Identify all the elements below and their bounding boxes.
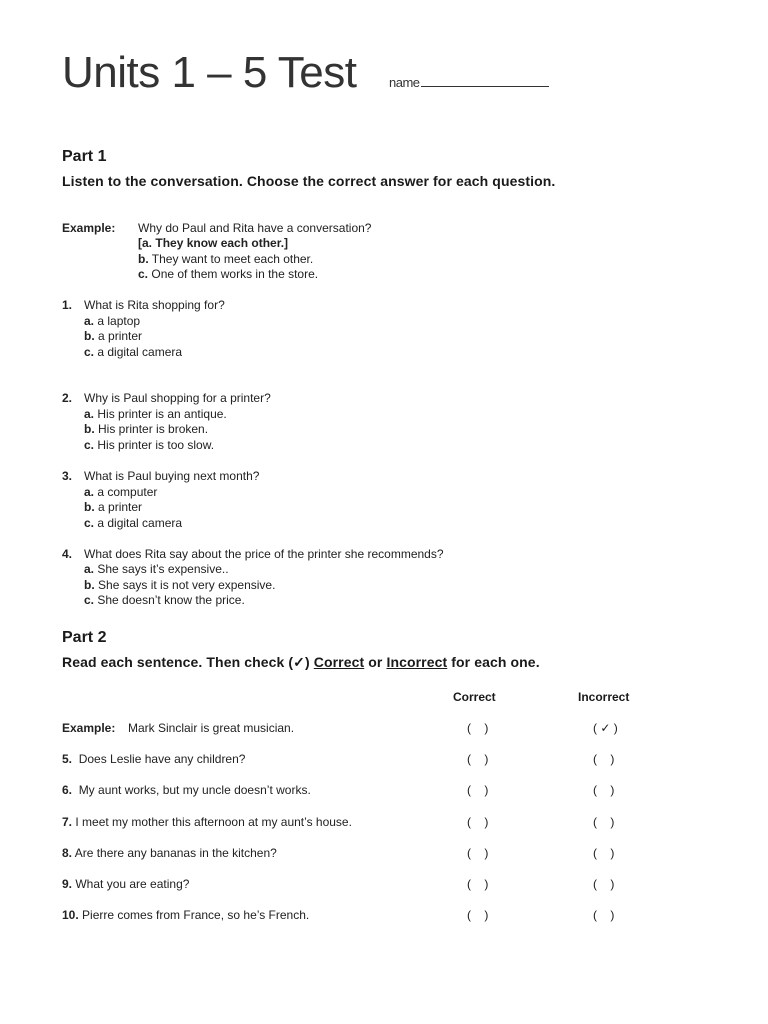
row-number: 5. (62, 752, 73, 766)
option-letter: b. (138, 252, 149, 266)
option-letter: b. (84, 422, 95, 436)
answer-option[interactable] (84, 562, 229, 576)
option-letter: c. (84, 593, 95, 607)
question-number: 1. (62, 298, 73, 312)
row-sentence: What you are eating? (75, 877, 190, 891)
option-text: His printer is broken. (98, 422, 209, 436)
option-text: a printer (98, 329, 143, 343)
row-sentence: Does Leslie have any children? (78, 752, 246, 766)
option-text: a digital camera (97, 516, 183, 530)
question-number: 3. (62, 469, 73, 483)
option-letter: [a. (138, 236, 153, 250)
question-text: What does Rita say about the price of the printer she recommends? (84, 547, 444, 561)
name-label: name (389, 75, 420, 90)
option-text: She doesn’t know the price. (97, 593, 245, 607)
option-letter: b. (84, 578, 95, 592)
example-question: Why do Paul and Rita have a conversation? (138, 221, 372, 235)
row-number: 7. (62, 815, 73, 829)
example-option-c (138, 267, 318, 281)
part1-heading: Part 1 (62, 148, 107, 165)
option-text: They want to meet each other. (151, 252, 314, 266)
answer-option[interactable] (84, 500, 142, 514)
incorrect-checkbox[interactable]: ( ) (593, 877, 615, 891)
incorrect-term: Incorrect (386, 654, 448, 670)
table-row (62, 908, 309, 922)
option-text: a digital camera (97, 345, 183, 359)
row-number: 9. (62, 877, 73, 891)
instruction-text: or (364, 654, 387, 670)
question-text: What is Rita shopping for? (84, 298, 225, 312)
option-text: His printer is too slow. (97, 438, 215, 452)
option-letter: a. (84, 314, 95, 328)
option-letter: c. (84, 516, 95, 530)
option-letter: a. (84, 562, 95, 576)
table-row (62, 783, 311, 797)
correct-term: Correct (313, 654, 365, 670)
question-number: 4. (62, 547, 73, 561)
table-row (62, 815, 352, 829)
row-sentence: Are there any bananas in the kitchen? (74, 846, 277, 860)
incorrect-checkbox[interactable]: ( ) (593, 908, 615, 922)
question-text: Why is Paul shopping for a printer? (84, 391, 271, 405)
row-number: Example: (62, 721, 116, 735)
answer-option[interactable] (84, 329, 142, 343)
incorrect-checkbox[interactable]: ( ) (593, 752, 615, 766)
answer-option[interactable] (84, 314, 140, 328)
example-label: Example: (62, 221, 116, 235)
option-text: His printer is an antique. (97, 407, 227, 421)
option-text: One of them works in the store. (151, 267, 319, 281)
example-option-b (138, 252, 313, 266)
row-number: 6. (62, 783, 73, 797)
option-letter: c. (138, 267, 149, 281)
option-letter: a. (84, 485, 95, 499)
question-number: 2. (62, 391, 73, 405)
option-letter: b. (84, 329, 95, 343)
option-text: They know each other.] (155, 236, 289, 250)
option-text: a computer (97, 485, 158, 499)
correct-checkbox[interactable]: ( ) (467, 815, 489, 829)
name-field (389, 74, 549, 90)
answer-option[interactable] (84, 345, 182, 359)
answer-option[interactable] (84, 578, 275, 592)
incorrect-checkbox[interactable]: ( ) (593, 815, 615, 829)
part2-instruction (62, 654, 540, 671)
part2-heading: Part 2 (62, 629, 107, 646)
instruction-text: Read each sentence. Then check (✓) (62, 654, 314, 670)
option-text: She says it’s expensive.. (97, 562, 229, 576)
instruction-text: for each one. (447, 654, 540, 670)
option-text: She says it is not very expensive. (98, 578, 276, 592)
table-row (62, 877, 189, 891)
example-option-a (138, 236, 288, 250)
page-title: Units 1 – 5 Test (62, 48, 357, 97)
correct-checkbox[interactable]: ( ) (467, 877, 489, 891)
answer-option[interactable] (84, 516, 182, 530)
answer-option[interactable] (84, 485, 157, 499)
answer-option[interactable] (84, 438, 214, 452)
column-header-incorrect: Incorrect (578, 690, 630, 704)
correct-checkbox[interactable]: ( ) (467, 721, 489, 735)
correct-checkbox[interactable]: ( ) (467, 846, 489, 860)
incorrect-checkbox[interactable]: ( ) (593, 846, 615, 860)
option-letter: c. (84, 438, 95, 452)
correct-checkbox[interactable]: ( ) (467, 752, 489, 766)
incorrect-checkbox[interactable]: ( ) (593, 783, 615, 797)
row-sentence: Mark Sinclair is great musician. (128, 721, 295, 735)
answer-option[interactable] (84, 422, 208, 436)
row-sentence: I meet my mother this afternoon at my aunt’s house. (75, 815, 352, 829)
column-header-correct: Correct (453, 690, 496, 704)
row-number: 10. (62, 908, 79, 922)
table-row (62, 846, 277, 860)
part1-instruction: Listen to the conversation. Choose the correct answer for each question. (62, 173, 556, 189)
question-text: What is Paul buying next month? (84, 469, 260, 483)
incorrect-checkbox[interactable]: ( ✓ ) (593, 721, 618, 735)
option-letter: c. (84, 345, 95, 359)
option-text: a printer (98, 500, 143, 514)
table-row (62, 752, 245, 766)
correct-checkbox[interactable]: ( ) (467, 783, 489, 797)
option-text: a laptop (97, 314, 141, 328)
option-letter: a. (84, 407, 95, 421)
option-letter: b. (84, 500, 95, 514)
row-sentence: Pierre comes from France, so he’s French. (82, 908, 310, 922)
row-number: 8. (62, 846, 73, 860)
answer-option[interactable] (84, 593, 245, 607)
answer-option[interactable] (84, 407, 227, 421)
name-blank-line[interactable] (421, 74, 549, 87)
row-sentence: My aunt works, but my uncle doesn’t works. (78, 783, 311, 797)
correct-checkbox[interactable]: ( ) (467, 908, 489, 922)
